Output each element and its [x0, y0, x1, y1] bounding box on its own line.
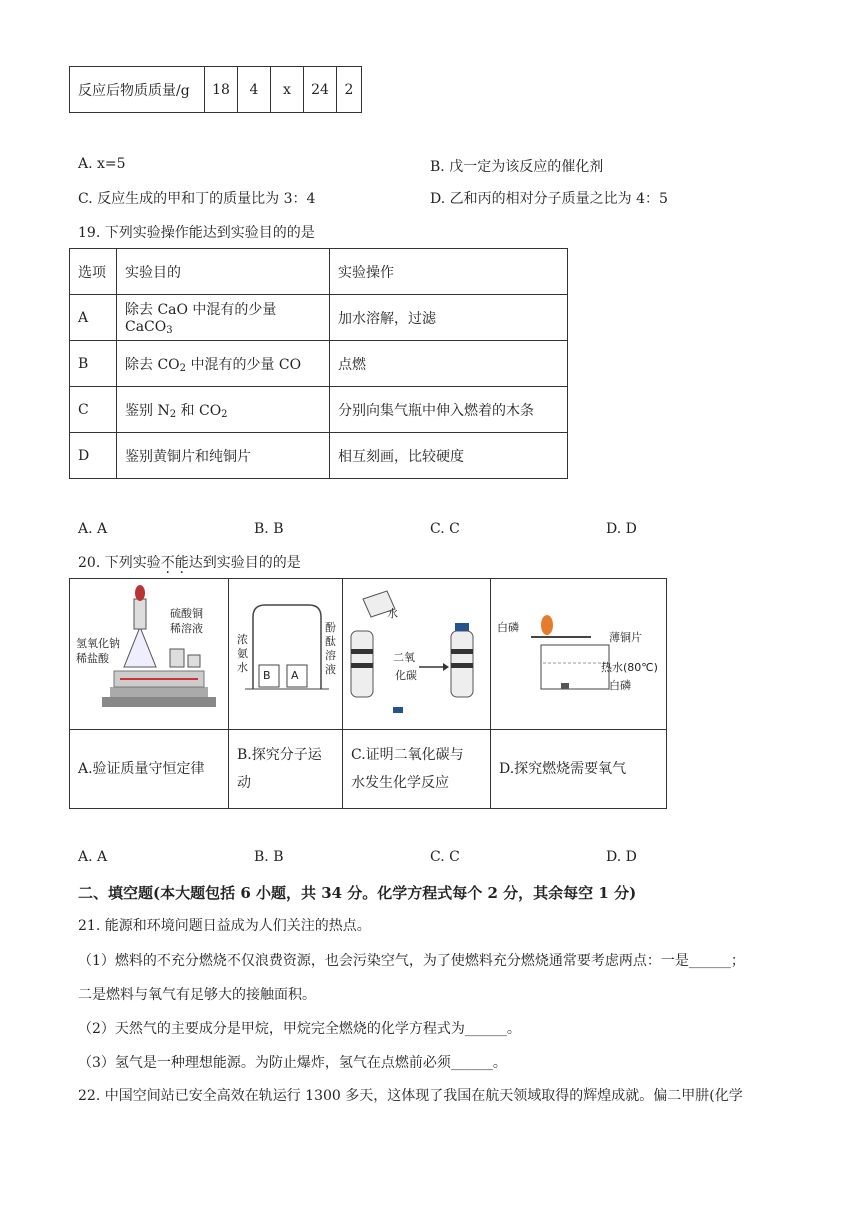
row-goal: 鉴别黄铜片和纯铜片 — [117, 433, 330, 479]
label-naoh: 氢氧化钠 — [76, 637, 120, 650]
table-row — [70, 341, 568, 387]
label-co2-1: 二氧 — [393, 651, 415, 664]
table-cell: 4 — [238, 67, 271, 113]
row-label: 反应后物质质量/g — [70, 67, 205, 113]
label-phenol-1: 酚 — [325, 621, 336, 634]
balance-experiment-image — [70, 579, 228, 725]
q20-option-a[interactable]: A. A — [78, 849, 108, 865]
row-key: C — [70, 387, 117, 433]
q20-table — [69, 578, 667, 809]
q21-part2: （2）天然气的主要成分是甲烷，甲烷完全燃烧的化学方程式为______。 — [78, 1021, 521, 1037]
label-dilute-hcl: 稀盐酸 — [76, 652, 109, 665]
image-row — [70, 579, 667, 730]
label-ammonia-2: 氨 — [237, 647, 248, 660]
q19-stem: 19. 下列实验操作能达到实验目的的是 — [78, 225, 315, 241]
combustion-image — [491, 579, 666, 725]
molecule-motion-image — [229, 579, 342, 725]
table-row — [70, 249, 568, 295]
row-operation: 加水溶解，过滤 — [330, 295, 568, 341]
co2-bottle-image — [343, 579, 490, 725]
q19-option-b[interactable]: B. B — [254, 521, 284, 537]
row-key: A — [70, 295, 117, 341]
label-row — [70, 730, 667, 809]
label-cuso4: 硫酸铜 — [170, 607, 203, 620]
table-cell: 24 — [304, 67, 337, 113]
table-cell: 2 — [337, 67, 362, 113]
label-phenol-2: 酞 — [325, 635, 336, 648]
label-phenol-3: 溶 — [325, 649, 336, 662]
header-goal: 实验目的 — [117, 249, 330, 295]
q20-option-c[interactable]: C. C — [430, 849, 460, 865]
row-operation: 点燃 — [330, 341, 568, 387]
q20-option-b[interactable]: B. B — [254, 849, 284, 865]
row-goal: 除去 CaO 中混有的少量 CaCO$_3$ — [117, 295, 330, 341]
label-c-cell: C.证明二氧化碳与 水发生化学反应 — [343, 730, 491, 809]
table-cell: x — [271, 67, 304, 113]
table-cell: 18 — [205, 67, 238, 113]
label-white-phosphorus-bottom: 白磷 — [609, 679, 631, 692]
section-title: 二、填空题(本大题包括 6 小题，共 34 分。化学方程式每个 2 分，其余每空 1 分) — [78, 884, 637, 902]
q21-stem: 21. 能源和环境问题日益成为人们关注的热点。 — [78, 918, 371, 934]
q22-stem: 22. 中国空间站已安全高效在轨运行 1300 多天，这体现了我国在航天领域取得的辉煌成就。偏二甲肼(化学 — [78, 1088, 743, 1104]
q21-part3: （3）氢气是一种理想能源。为防止爆炸，氢气在点燃前必须______。 — [78, 1055, 507, 1071]
q18-option-b[interactable]: B. 戊一定为该反应的催化剂 — [430, 159, 604, 175]
label-water: 水 — [387, 607, 398, 620]
q19-option-c[interactable]: C. C — [430, 521, 460, 537]
header-option: 选项 — [70, 249, 117, 295]
label-b-cell: B.探究分子运 动 — [229, 730, 343, 809]
label-phenol-4: 液 — [325, 663, 336, 676]
label-ammonia-3: 水 — [237, 661, 248, 674]
q18-option-d[interactable]: D. 乙和丙的相对分子质量之比为 4：5 — [430, 191, 668, 207]
q20-stem: 20. 下列实验不能达到实验目的的是 — [78, 555, 301, 571]
table-row — [70, 387, 568, 433]
row-key: D — [70, 433, 117, 479]
q19-option-a[interactable]: A. A — [78, 521, 108, 537]
label-d-cell: D.探究燃烧需要氧气 — [491, 730, 667, 809]
label-a: A — [291, 669, 299, 682]
label-a-cell: A.验证质量守恒定律 — [70, 730, 229, 809]
row-goal: 鉴别 $N_2$ 和 $CO_2$ — [117, 387, 330, 433]
image-d-cell — [491, 579, 667, 730]
row-operation: 分别向集气瓶中伸入燃着的木条 — [330, 387, 568, 433]
q18-option-a[interactable]: A. x=5 — [78, 156, 126, 172]
image-b-cell — [229, 579, 343, 730]
label-dilute-solution: 稀溶液 — [170, 622, 203, 635]
q21-part1-line1: （1）燃料的不充分燃烧不仅浪费资源，也会污染空气，为了使燃料充分燃烧通常要考虑两点：一是______； — [78, 953, 745, 969]
label-white-phosphorus-top: 白磷 — [497, 621, 519, 634]
row-goal: 除去 $CO_2$ 中混有的少量 CO — [117, 341, 330, 387]
label-co2-2: 化碳 — [395, 669, 417, 682]
image-a-cell — [70, 579, 229, 730]
image-c-cell — [343, 579, 491, 730]
label-b: B — [263, 669, 271, 682]
q21-part1-line2: 二是燃料与氧气有足够大的接触面积。 — [78, 987, 316, 1003]
table-row — [70, 67, 362, 113]
row-key: B — [70, 341, 117, 387]
q20-option-d[interactable]: D. D — [606, 849, 637, 865]
row-operation: 相互刻画，比较硬度 — [330, 433, 568, 479]
label-copper-sheet: 薄铜片 — [609, 631, 642, 644]
q18-option-c[interactable]: C. 反应生成的甲和丁的质量比为 3：4 — [78, 191, 316, 207]
reaction-mass-table — [69, 66, 362, 113]
label-hot-water: 热水(80℃) — [601, 661, 658, 674]
header-operation: 实验操作 — [330, 249, 568, 295]
table-row — [70, 295, 568, 341]
label-ammonia-1: 浓 — [237, 633, 248, 646]
q19-table — [69, 248, 568, 479]
table-row — [70, 433, 568, 479]
q19-option-d[interactable]: D. D — [606, 521, 637, 537]
